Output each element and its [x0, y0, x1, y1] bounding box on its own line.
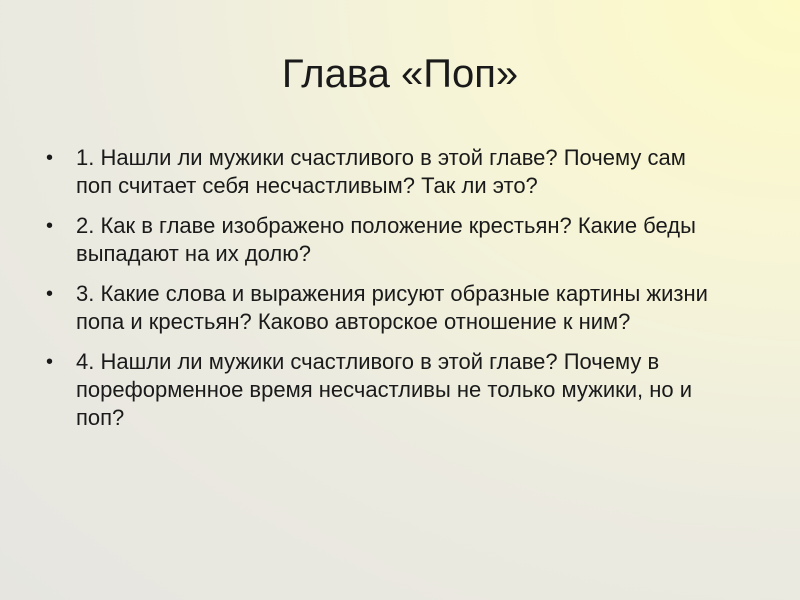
bullet-list [46, 144, 726, 444]
bullet-icon: • [46, 215, 54, 237]
list-item [46, 144, 726, 200]
list-item [46, 280, 726, 336]
list-item-text: 2. Как в главе изображено положение крестьян? Какие беды выпадают на их долю? [76, 213, 696, 266]
slide-title: Глава «Поп» [281, 52, 519, 96]
bullet-icon: • [46, 283, 54, 305]
list-item-text: 1. Нашли ли мужики счастливого в этой главе? Почему сам поп считает себя несчастливым? Так ли это? [76, 145, 686, 198]
bullet-icon: • [46, 147, 54, 169]
list-item [46, 348, 726, 432]
list-item-text: 3. Какие слова и выражения рисуют образные картины жизни попа и крестьян? Каково авторское отношение к ним? [76, 281, 708, 334]
list-item-text: 4. Нашли ли мужики счастливого в этой главе? Почему в пореформенное время несчастливы не только мужики, но и поп? [76, 349, 693, 430]
list-item [46, 212, 726, 268]
bullet-icon: • [46, 351, 54, 373]
